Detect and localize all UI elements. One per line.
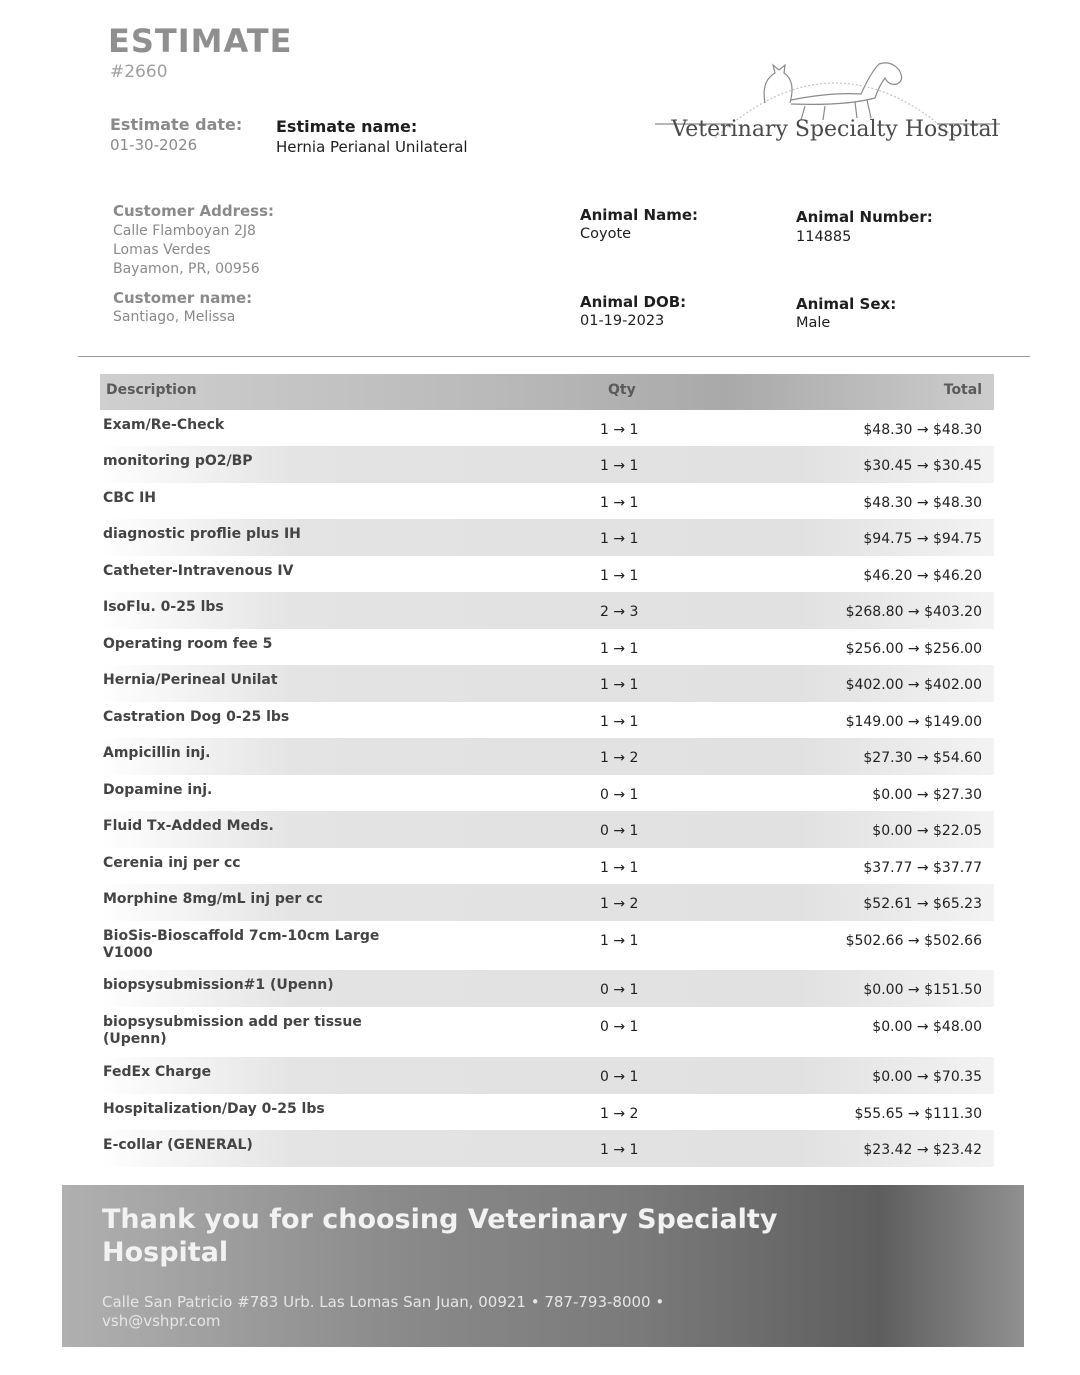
item-description: Cerenia inj per cc xyxy=(103,855,241,871)
item-total: $268.80 → $403.20 xyxy=(845,604,982,620)
item-qty: 1 → 2 xyxy=(600,750,639,766)
table-row xyxy=(100,556,994,592)
item-qty: 1 → 1 xyxy=(600,568,639,584)
address-line: Calle Flamboyan 2J8 xyxy=(113,223,256,239)
contact-info: Calle San Patricio #783 Urb. Las Lomas San Juan, 00921 • 787-793-8000 • vsh@vshpr.com xyxy=(102,1293,665,1330)
customer-address-label: Customer Address: xyxy=(113,202,275,220)
line-items xyxy=(100,410,994,1167)
logo-text: Veterinary Specialty Hospital xyxy=(671,117,999,142)
item-qty: 1 → 1 xyxy=(600,531,639,547)
item-total: $94.75 → $94.75 xyxy=(863,531,982,547)
animal-sex: Male xyxy=(796,315,831,331)
table-row xyxy=(100,665,994,702)
item-qty: 1 → 1 xyxy=(600,1142,639,1158)
item-description: Ampicillin inj. xyxy=(103,745,211,761)
item-qty: 0 → 1 xyxy=(600,1069,639,1085)
table-row xyxy=(100,884,994,921)
item-qty: 1 → 2 xyxy=(600,896,639,912)
item-total: $0.00 → $48.00 xyxy=(872,1019,982,1035)
item-qty: 1 → 1 xyxy=(600,422,639,438)
item-qty: 1 → 1 xyxy=(600,714,639,730)
table-row xyxy=(100,970,994,1007)
customer-address xyxy=(113,222,260,279)
section-divider xyxy=(78,356,1030,357)
item-qty: 1 → 1 xyxy=(600,933,639,949)
item-total: $256.00 → $256.00 xyxy=(845,641,982,657)
item-description: Hospitalization/Day 0-25 lbs xyxy=(103,1101,325,1117)
animal-sex-label: Animal Sex: xyxy=(796,295,897,313)
item-description: Catheter-Intravenous IV xyxy=(103,563,294,579)
item-qty: 0 → 1 xyxy=(600,787,639,803)
table-row xyxy=(100,775,994,811)
item-description: biopsysubmission#1 (Upenn) xyxy=(103,977,334,993)
item-total: $46.20 → $46.20 xyxy=(863,568,982,584)
table-row xyxy=(100,410,994,446)
item-total: $30.45 → $30.45 xyxy=(863,458,982,474)
item-qty: 1 → 1 xyxy=(600,641,639,657)
item-total: $0.00 → $22.05 xyxy=(872,823,982,839)
hospital-logo xyxy=(655,28,1000,163)
animal-number: 114885 xyxy=(796,229,852,245)
item-qty: 2 → 3 xyxy=(600,604,639,620)
item-qty: 1 → 1 xyxy=(600,458,639,474)
table-row xyxy=(100,848,994,884)
item-total: $23.42 → $23.42 xyxy=(863,1142,982,1158)
table-row xyxy=(100,1007,994,1057)
table-row xyxy=(100,446,994,483)
estimate-name-value: Hernia Perianal Unilateral xyxy=(276,138,468,156)
table-row xyxy=(100,483,994,519)
table-row xyxy=(100,592,994,629)
address-line: Lomas Verdes xyxy=(113,242,211,258)
item-total: $48.30 → $48.30 xyxy=(863,495,982,511)
table-row xyxy=(100,921,994,970)
estimate-number: #2660 xyxy=(110,62,168,82)
item-total: $55.65 → $111.30 xyxy=(854,1106,982,1122)
item-description: Castration Dog 0-25 lbs xyxy=(103,709,290,725)
table-row xyxy=(100,738,994,775)
item-total: $149.00 → $149.00 xyxy=(845,714,982,730)
item-description: CBC IH xyxy=(103,490,157,506)
table-row xyxy=(100,702,994,738)
customer-name-label: Customer name: xyxy=(113,289,253,307)
animal-name: Coyote xyxy=(580,226,632,242)
table-row xyxy=(100,1057,994,1094)
table-header xyxy=(100,374,994,410)
item-description: Fluid Tx-Added Meds. xyxy=(103,818,274,834)
item-description: IsoFlu. 0-25 lbs xyxy=(103,599,224,615)
animal-dob: 01-19-2023 xyxy=(580,313,665,329)
item-total: $0.00 → $27.30 xyxy=(872,787,982,803)
item-description: monitoring pO2/BP xyxy=(103,453,253,469)
item-description: diagnostic proflie plus IH xyxy=(103,526,301,542)
table-row xyxy=(100,629,994,665)
item-qty: 1 → 1 xyxy=(600,495,639,511)
footer-banner xyxy=(62,1185,1024,1347)
item-qty: 1 → 1 xyxy=(600,860,639,876)
item-total: $0.00 → $70.35 xyxy=(872,1069,982,1085)
animal-name-label: Animal Name: xyxy=(580,206,699,224)
item-qty: 0 → 1 xyxy=(600,982,639,998)
item-description: Morphine 8mg/mL inj per cc xyxy=(103,891,323,907)
column-header-total: Total xyxy=(943,382,982,398)
table-row xyxy=(100,811,994,848)
item-total: $502.66 → $502.66 xyxy=(845,933,982,949)
item-description: biopsysubmission add per tissue (Upenn) xyxy=(103,1014,362,1047)
item-qty: 1 → 1 xyxy=(600,677,639,693)
thank-you-message: Thank you for choosing Veterinary Specialty Hospital xyxy=(102,1204,778,1268)
table-row xyxy=(100,1094,994,1130)
item-description: Operating room fee 5 xyxy=(103,636,273,652)
item-description: FedEx Charge xyxy=(103,1064,212,1080)
item-description: E-collar (GENERAL) xyxy=(103,1137,253,1153)
estimate-date-value: 01-30-2026 xyxy=(110,136,198,154)
item-description: Hernia/Perineal Unilat xyxy=(103,672,278,688)
column-header-qty: Qty xyxy=(608,382,636,398)
item-total: $37.77 → $37.77 xyxy=(863,860,982,876)
table-row xyxy=(100,1130,994,1167)
item-description: Dopamine inj. xyxy=(103,782,213,798)
estimate-name-label: Estimate name: xyxy=(276,117,418,136)
column-header-description: Description xyxy=(106,382,197,398)
item-total: $48.30 → $48.30 xyxy=(863,422,982,438)
item-total: $52.61 → $65.23 xyxy=(863,896,982,912)
animal-number-label: Animal Number: xyxy=(796,208,933,226)
item-total: $402.00 → $402.00 xyxy=(845,677,982,693)
item-description: Exam/Re-Check xyxy=(103,417,225,433)
item-qty: 0 → 1 xyxy=(600,1019,639,1035)
address-line: Bayamon, PR, 00956 xyxy=(113,261,260,277)
estimate-date-label: Estimate date: xyxy=(110,115,243,134)
item-qty: 1 → 2 xyxy=(600,1106,639,1122)
table-row xyxy=(100,519,994,556)
item-description: BioSis-Bioscaffold 7cm-10cm Large V1000 xyxy=(103,928,380,961)
animal-dob-label: Animal DOB: xyxy=(580,293,687,311)
customer-name: Santiago, Melissa xyxy=(113,309,236,325)
item-total: $27.30 → $54.60 xyxy=(863,750,982,766)
document-title: ESTIMATE xyxy=(108,22,293,60)
item-qty: 0 → 1 xyxy=(600,823,639,839)
item-total: $0.00 → $151.50 xyxy=(863,982,982,998)
